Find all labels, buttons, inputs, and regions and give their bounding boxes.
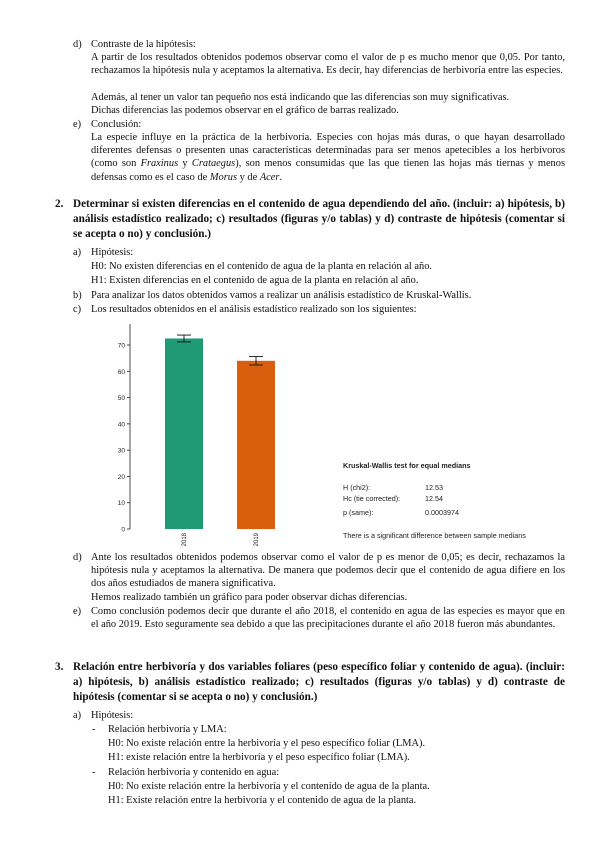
y-tick-label: 0 xyxy=(121,526,125,534)
contrast-paragraph-2: Además, al tener un valor tan pequeño nos está indicando que las diferencias son muy significativas. xyxy=(91,92,510,103)
alt-hypothesis: H1: Existen diferencias en el contenido de agua de la planta en relación al año. xyxy=(91,275,419,286)
contrast-heading: Contraste de la hipótesis: xyxy=(91,39,196,50)
conclusion-heading: Conclusión: xyxy=(91,119,142,130)
null-hypothesis: H0: No existen diferencias en el contenido de agua de la planta en relación al año. xyxy=(91,261,433,272)
null-hypothesis: H0: No existe relación entre la herbivoría y el contenido de agua de la planta. xyxy=(108,781,430,792)
alt-hypothesis: H1: existe relación entre la herbivoría y el peso específico foliar (LMA). xyxy=(108,752,410,763)
contrast-paragraph: A partir de los resultados obtenidos podemos observar como el valor de p es mucho menor que 0,05. Por tanto, rechazamos la hipótesis nula y aceptamos la alternativa. Es decir, hay diferencias de herbivoría entre las especies. xyxy=(91,52,565,77)
item-marker: c) xyxy=(73,304,82,315)
relation-title: Relación herbivoría y contenido en agua: xyxy=(108,767,280,778)
significance-note: There is a significant difference between sample medians xyxy=(343,531,526,540)
species-name: Fraxinus xyxy=(140,158,179,170)
hypothesis-heading: Hipótesis: xyxy=(91,247,134,258)
x-tick-label: 2018 xyxy=(182,533,188,547)
relation-title: Relación herbivoría y LMA: xyxy=(108,724,227,735)
kruskal-wallis-results xyxy=(343,459,565,549)
hc-label: Hc (tie corrected): xyxy=(343,494,401,503)
results-text: Los resultados obtenidos en el análisis estadístico realizado son los siguientes: xyxy=(91,304,417,315)
stats-title: Kruskal-Wallis test for equal medians xyxy=(343,461,471,470)
conclusion-paragraph: La especie influye en la práctica de la herbivoría. Especies con hojas más duras, o que hayan desarrollado diferentes defensas o presenten unas características determinadas para ser menos apetecibles a los herbívoros (como son Fraxinus y Crataegus), son menos consumidas que las que tienen las hojas más tiernas y menos defensas como es el caso de Morus y de Acer. xyxy=(91,132,565,183)
item-marker: a) xyxy=(73,247,82,258)
null-hypothesis: H0: No existe relación entre la herbivoría y el peso específico foliar (LMA). xyxy=(108,738,426,749)
item-marker: e) xyxy=(73,119,82,130)
species-name: Crataegus xyxy=(191,158,236,170)
contrast-paragraph: Ante los resultados obtenidos podemos observar como el valor de p es menor de 0,05; es decir, rechazamos la hipótesis nula y aceptamos la alternativa. De manera que podemos decir que el contenido de agua difiere en los dos años estudiados de manera significativa. xyxy=(91,552,565,590)
item-marker: d) xyxy=(73,39,82,50)
y-tick-label: 30 xyxy=(117,447,125,455)
x-tick-label: 2019 xyxy=(254,533,260,547)
analysis-text: Para analizar los datos obtenidos vamos a realizar un análisis estadístico de Kruskal-Wallis. xyxy=(91,290,472,301)
contrast-paragraph-3: Dichas diferencias las podemos observar en el gráfico de barras realizado. xyxy=(91,105,399,116)
h-value: 12.53 xyxy=(425,483,443,492)
p-label: p (same): xyxy=(343,508,374,517)
p-value: 0.0003974 xyxy=(425,508,459,517)
y-tick-label: 10 xyxy=(117,500,125,508)
section-heading: Relación entre herbivoría y dos variables foliares (peso específico foliar y contenido de agua). (incluir: a) hipótesis, b) análisis estadístico realizado; c) resultados (figuras y/o tablas) y d) contraste de hipótesis (comentar si se acepta o no) y conclusión.) xyxy=(73,661,565,703)
item-marker: b) xyxy=(73,290,82,301)
hc-value: 12.54 xyxy=(425,494,443,503)
h-label: H (chi2): xyxy=(343,483,371,492)
species-name: Acer xyxy=(259,171,280,183)
list-dash: - xyxy=(92,767,96,778)
item-marker: a) xyxy=(73,710,82,721)
y-tick-label: 40 xyxy=(117,421,125,429)
section-number: 2. xyxy=(55,198,64,210)
item-marker: e) xyxy=(73,606,82,617)
water-content-bar-chart xyxy=(102,318,332,550)
item-marker: d) xyxy=(73,552,82,563)
bar-2018 xyxy=(165,338,203,529)
hypothesis-heading: Hipótesis: xyxy=(91,710,134,721)
conclusion-paragraph: Como conclusión podemos decir que durante el año 2018, el contenido en agua de las especies es mayor que en el año 2019. Esto seguramente sea debido a que las precipitaciones durante el año 2018 fueron más abundantes. xyxy=(91,606,565,631)
alt-hypothesis: H1: Existe relación entre la herbivoría y el contenido de agua de la planta. xyxy=(108,795,417,806)
bar-2019 xyxy=(237,361,275,529)
section-heading: Determinar si existen diferencias en el contenido de agua dependiendo del año. (incluir: a) hipótesis, b) análisis estadístico realizado; c) resultados (figuras y/o tablas) y d) contraste de hipótesis (comentar si se acepta o no) y conclusión.) xyxy=(73,198,565,240)
y-tick-label: 70 xyxy=(117,342,125,350)
list-dash: - xyxy=(92,724,96,735)
y-tick-label: 60 xyxy=(117,368,125,376)
y-tick-label: 50 xyxy=(117,395,125,403)
species-name: Morus xyxy=(209,171,238,183)
section-number: 3. xyxy=(55,661,64,673)
y-tick-label: 20 xyxy=(117,473,125,481)
contrast-paragraph-2: Hemos realizado también un gráfico para poder observar dichas diferencias. xyxy=(91,592,408,603)
